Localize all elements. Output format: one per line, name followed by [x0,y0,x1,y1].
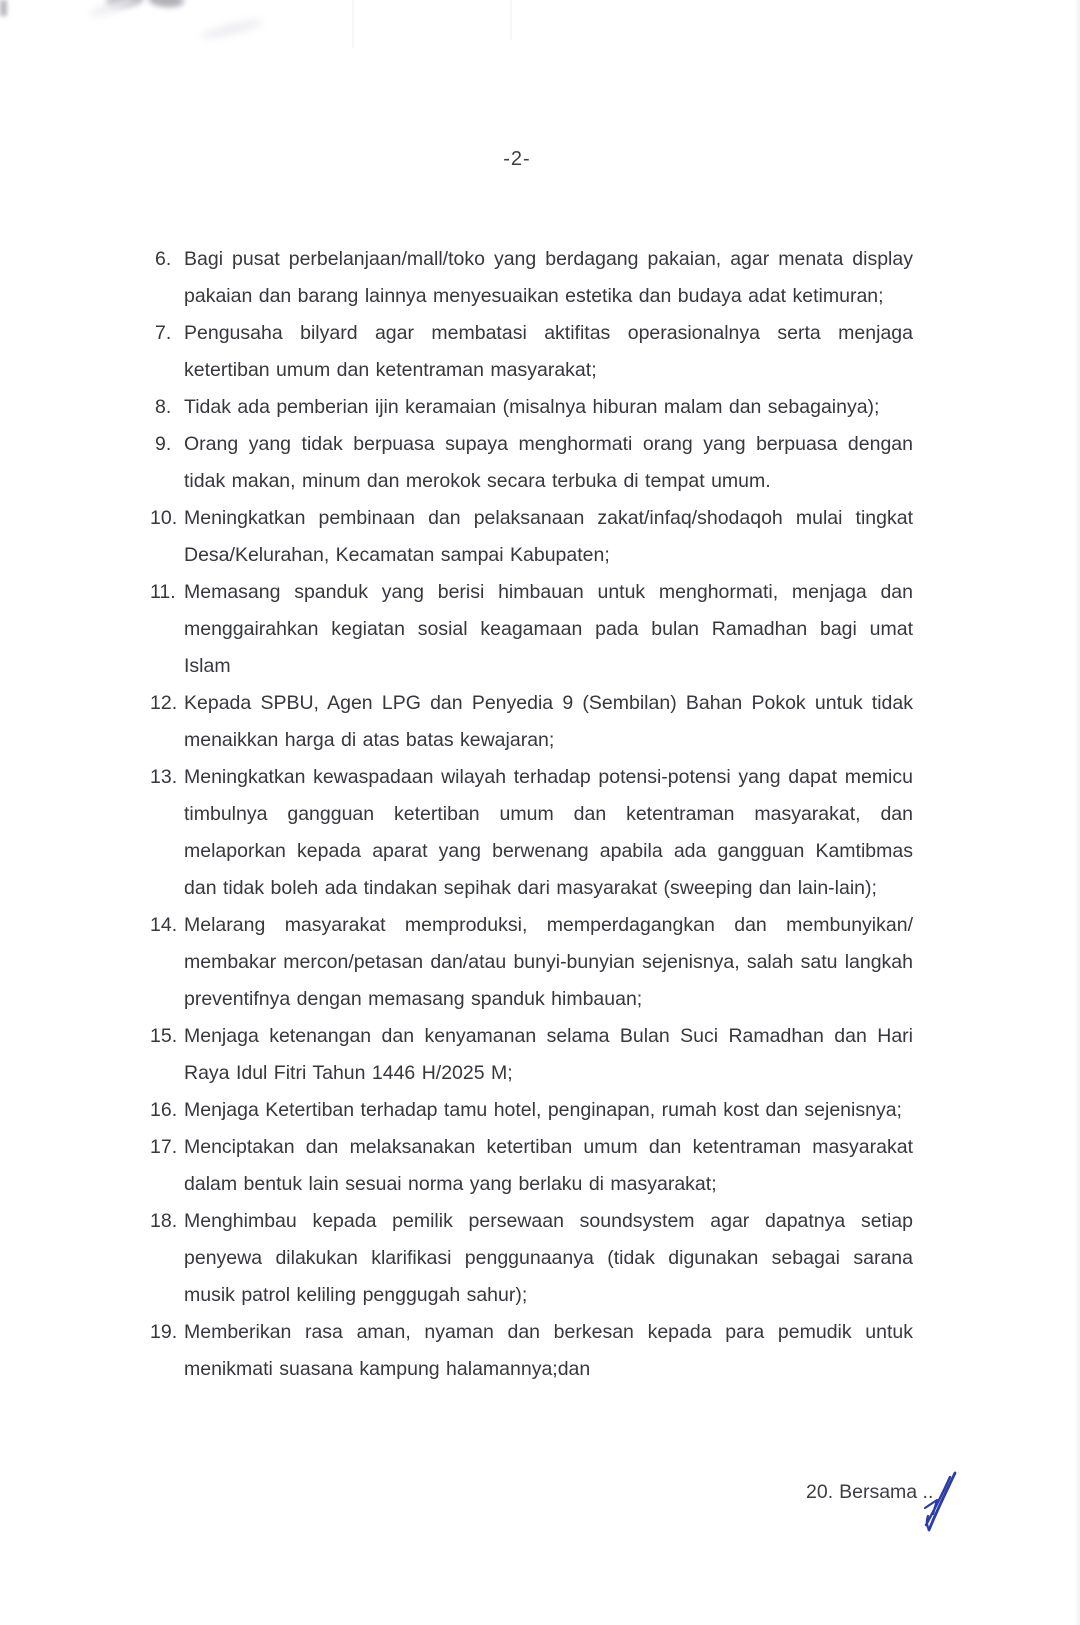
list-item [150,759,913,907]
list-item-number: 6. [155,248,172,270]
list-item-number: 13. [150,766,178,788]
list-item-text: Menjaga ketenangan dan kenyamanan selama Bulan Suci Ramadhan dan Hari Raya Idul Fitri Tahun 1446 H/2025 M; [184,1025,913,1084]
list-item [150,907,913,1018]
list-item-text: Kepada SPBU, Agen LPG dan Penyedia 9 (Sembilan) Bahan Pokok untuk tidak menaikkan harga di atas batas kewajaran; [184,692,913,751]
list-item-text: Meningkatkan kewaspadaan wilayah terhadap potensi-potensi yang dapat memicu timbulnya gangguan ketertiban umum dan ketentraman masyarakat, dan melaporkan kepada aparat yang berwenang apabila ada gangguan Kamtibmas dan tidak boleh ada tindakan sepihak dari masyarakat (sweeping dan lain-lain); [184,766,913,899]
list-item-number: 18. [150,1210,178,1232]
scan-edge-shadow [1074,0,1080,1625]
list-item-text: Orang yang tidak berpuasa supaya menghormati orang yang berpuasa dengan tidak makan, minum dan merokok secara terbuka di tempat umum. [184,433,913,492]
list-item [150,1092,913,1129]
list-item [150,500,913,574]
numbered-list [150,241,913,1388]
list-item-text: Menghimbau kepada pemilik persewaan soundsystem agar dapatnya setiap penyewa dilakukan klarifikasi penggunaanya (tidak digunakan sebagai sarana musik patrol keliling penggugah sahur); [184,1210,913,1306]
list-item [150,574,913,685]
list-item [150,426,913,500]
list-item-text: Meningkatkan pembinaan dan pelaksanaan zakat/infaq/shodaqoh mulai tingkat Desa/Kelurahan, Kecamatan sampai Kabupaten; [184,507,913,566]
list-item-number: 11. [150,581,176,603]
list-item-number: 14. [150,914,178,936]
scan-streak [352,0,354,48]
list-item-number: 17. [150,1136,178,1158]
list-item-number: 15. [150,1025,178,1047]
catchword-line [806,1481,933,1504]
list-item-text: Melarang masyarakat memproduksi, memperdagangkan dan membunyikan/ membakar mercon/petasan dan/atau bunyi-bunyian sejenisnya, salah satu langkah preventifnya dengan memasang spanduk himbauan; [184,914,913,1010]
scan-edge-artifact [0,0,7,16]
list-item [150,1129,913,1203]
list-item-number: 10. [150,507,178,529]
list-item-text: Pengusaha bilyard agar membatasi aktifitas operasionalnya serta menjaga ketertiban umum dan ketentraman masyarakat; [184,322,913,381]
list-item-number: 16. [150,1099,178,1121]
list-item [150,241,913,315]
list-item-text: Tidak ada pemberian ijin keramaian (misalnya hiburan malam dan sebagainya); [184,396,880,418]
scan-smudge [200,16,265,41]
catchword-text: Bersama .. [839,1481,934,1503]
handwritten-pen-mark-icon [920,1466,966,1536]
list-item-number: 9. [155,433,172,455]
list-item-number: 8. [155,396,172,418]
list-item-number: 19. [150,1321,178,1343]
list-item-number: 7. [155,322,172,344]
scan-smudge [147,0,184,9]
page-number: -2- [503,148,531,170]
list-item-text: Memasang spanduk yang berisi himbauan untuk menghormati, menjaga dan menggairahkan kegiatan sosial keagamaan pada bulan Ramadhan bagi umat Islam [184,581,913,677]
list-item-text: Menjaga Ketertiban terhadap tamu hotel, penginapan, rumah kost dan sejenisnya; [184,1099,902,1121]
list-item [150,389,913,426]
list-item [150,1314,913,1388]
list-item-text: Bagi pusat perbelanjaan/mall/toko yang berdagang pakaian, agar menata display pakaian dan barang lainnya menyesuaikan estetika dan budaya adat ketimuran; [184,248,913,307]
scan-smudge [88,0,139,19]
list-item [150,1018,913,1092]
scan-streak [510,0,512,40]
list-item-text: Memberikan rasa aman, nyaman dan berkesan kepada para pemudik untuk menikmati suasana kampung halamannya;dan [184,1321,913,1380]
list-item [150,685,913,759]
list-item-number: 12. [150,692,178,714]
catchword-number: 20. [806,1481,834,1503]
list-item-text: Menciptakan dan melaksanakan ketertiban umum dan ketentraman masyarakat dalam bentuk lain sesuai norma yang berlaku di masyarakat; [184,1136,913,1195]
list-item [150,1203,913,1314]
list-item [150,315,913,389]
